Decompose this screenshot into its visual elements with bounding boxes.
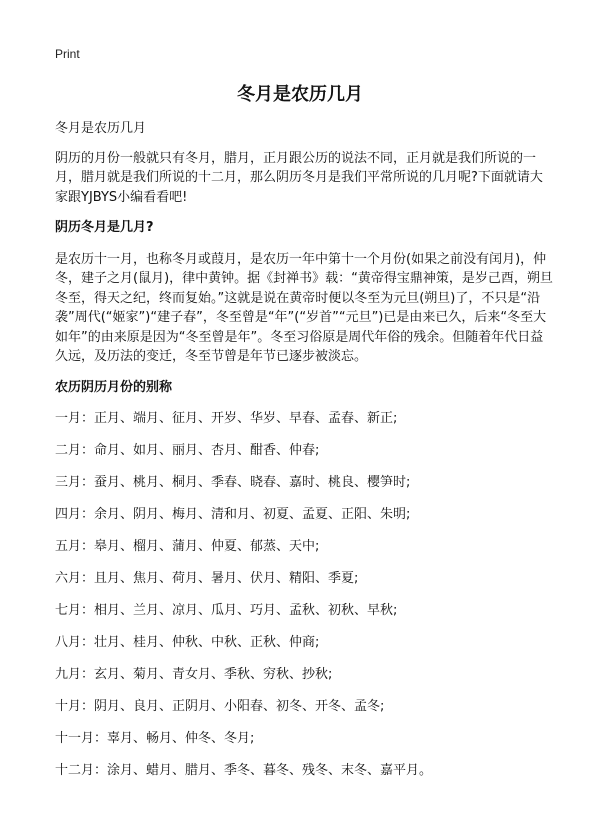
- month-alias-item: 四月：余月、阴月、梅月、清和月、初夏、孟夏、正阳、朱明;: [55, 507, 411, 522]
- month-alias-item: 十二月：涂月、蜡月、腊月、季冬、暮冬、残冬、末冬、嘉平月。: [55, 763, 433, 778]
- month-alias-item: 三月：蚕月、桃月、桐月、季春、晓春、嘉时、桃良、樱笋时;: [55, 475, 411, 490]
- article-content: [55, 119, 553, 793]
- month-alias-item: 六月：且月、焦月、荷月、暑月、伏月、精阳、季夏;: [55, 571, 359, 586]
- month-alias-item: 一月：正月、端月、征月、开岁、华岁、早春、孟春、新正;: [55, 411, 398, 426]
- month-alias-list: [55, 409, 553, 793]
- article-subtitle: 冬月是农历几月: [55, 121, 147, 136]
- month-alias-item: 九月：玄月、菊月、青女月、季秋、穷秋、抄秋;: [55, 667, 333, 682]
- month-alias-item: 七月：相月、兰月、凉月、瓜月、巧月、孟秋、初秋、早秋;: [55, 603, 398, 618]
- month-alias-item: 八月：壮月、桂月、仲秋、中秋、正秋、仲商;: [55, 635, 320, 650]
- month-alias-item: 二月：命月、如月、丽月、杏月、酣香、仲春;: [55, 443, 320, 458]
- section-heading-month-aliases: 农历阴历月份的别称: [55, 379, 173, 395]
- month-alias-item: 十月：阴月、良月、正阴月、小阳春、初冬、开冬、孟冬;: [55, 699, 385, 714]
- month-alias-item: 十一月：辜月、畅月、仲冬、冬月;: [55, 731, 255, 746]
- section-body-lunar-november: 是农历十一月，也称冬月或葭月，是农历一年中第十一个月份(如果之前没有闰月)，仲冬，建子之月(鼠月)，律中黄钟。据《封禅书》载：“黄帝得宝鼎神策，是岁己酉，朔旦冬至，得天之纪，终而复始。”这就是说在黄帝时便以冬至为元旦(朔旦)了，不只是“沿袭”周代(“姬家”)“建子春”，冬至曾是“年”(“岁首”“元旦”)已是由来已久，后来“冬至大如年”的由来原是因为“冬至曾是年”。冬至习俗原是周代年俗的残余。但随着年代日益久远，及历法的变迁，冬至节曾是年节已逐步被淡忘。: [55, 251, 553, 364]
- print-link[interactable]: Print: [55, 47, 80, 61]
- intro-paragraph: 阴历的月份一般就只有冬月，腊月，正月跟公历的说法不同，正月就是我们所说的一月，腊月就是我们所说的十二月，那么阴历冬月是我们平常所说的几月呢?下面就请大家跟YJBYS小编看看吧!: [55, 150, 543, 205]
- section-heading-lunar-november: 阴历冬月是几月?: [55, 220, 154, 235]
- month-alias-item: 五月：皋月、榴月、蒲月、仲夏、郁蒸、天中;: [55, 539, 320, 554]
- article-title: 冬月是农历几月: [237, 84, 363, 105]
